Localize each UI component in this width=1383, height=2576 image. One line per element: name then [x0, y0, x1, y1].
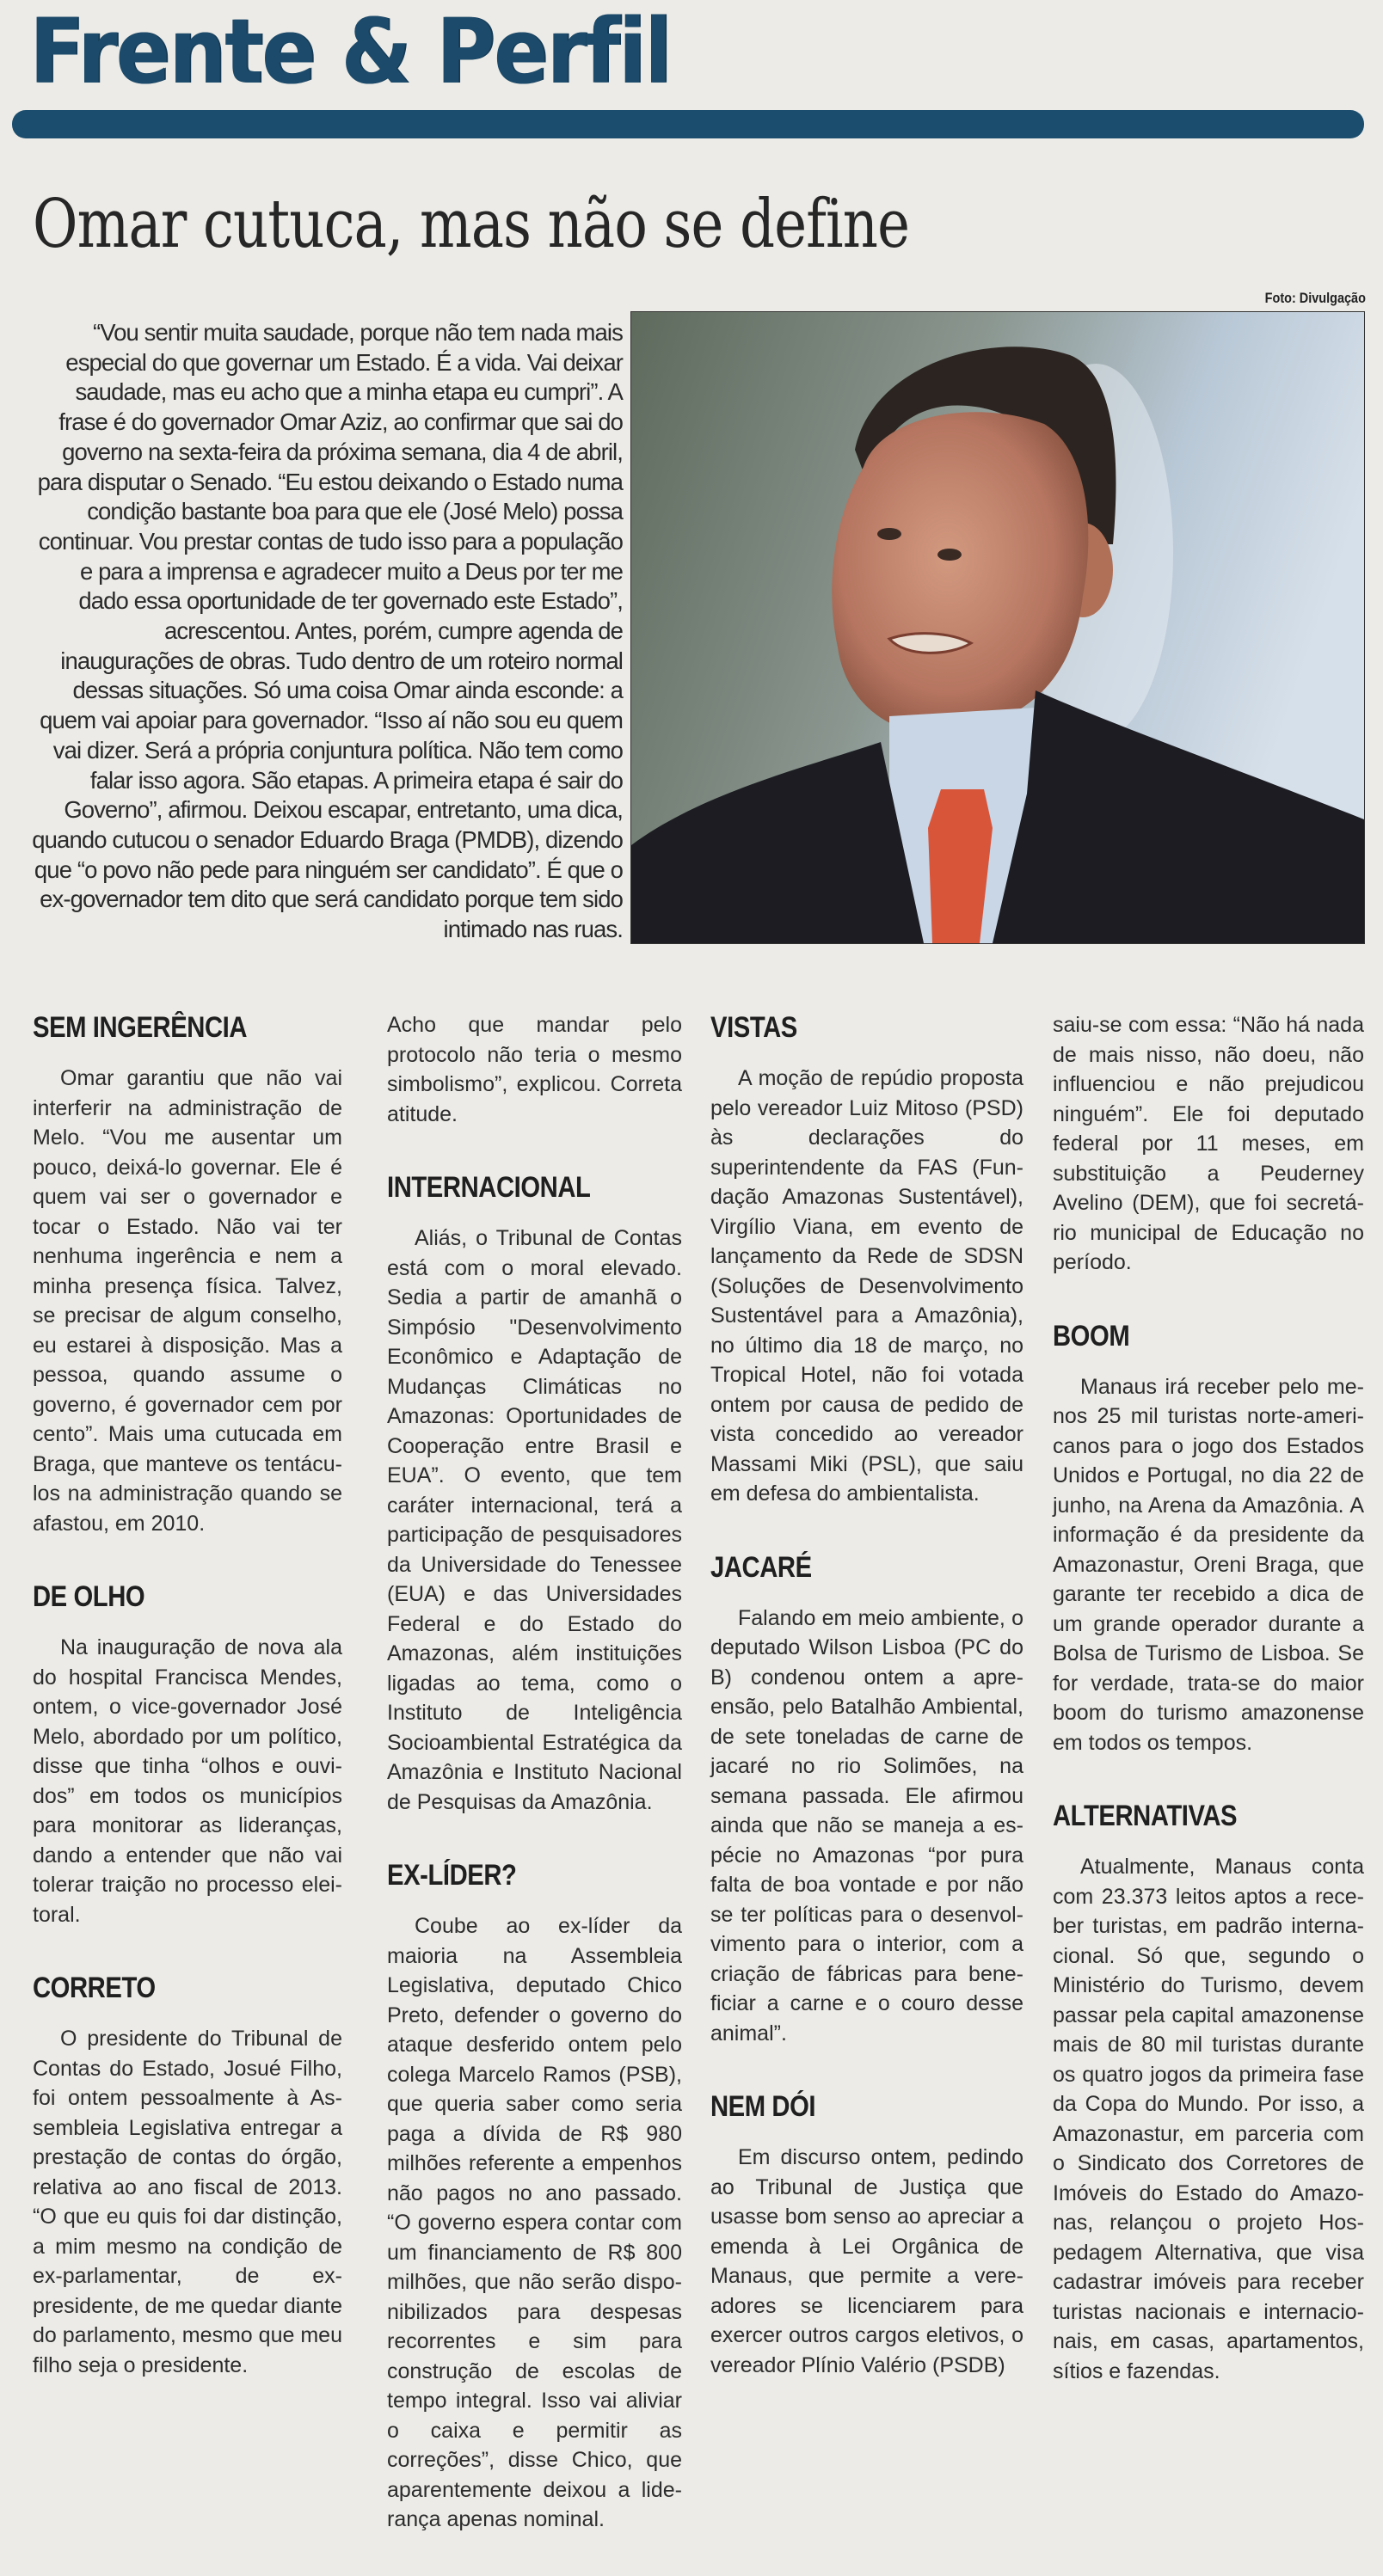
column-section	[387, 1010, 682, 1129]
section-text: Aliás, o Tribunal de Contas está com o moral elevado. Sedia a partir de amanhã o Simpósio "Desenvolvimento Econômico e Adaptação de Mudanças Climáticas no Amazonas: Oportunidades de Cooperação entre Brasil e EUA”. O evento, que tem caráter internacional, terá a participação de pesquisadores da Universidade do Tenessee (EUA) e das Universidades Federal e do Estado do Amazonas, além instituições ligadas ao tema, como o Instituto de Inteligência Socioambiental Estratégica da Amazônia e Instituto Nacional de Pesquisas da Amazônia.	[387, 1226, 682, 1814]
section-text: Manaus irá receber pelo menos 25 mil turistas norte-americanos para o jogo dos Estados Unidos e Portugal, no dia 22 de junho, na Arena da Amazônia. A informação é da presidente da Amazonastur, Oreni Braga, que garante ter recebido a dica de um grande operador durante a Bolsa de Turismo de Lisboa. Se for verdade, trata-se do maior boom do turismo amazonense em todos os tempos.	[1053, 1374, 1364, 1755]
section-heading: ALTERNATIVAS	[1053, 1800, 1238, 1832]
section-heading: INTERNACIONAL	[387, 1171, 591, 1204]
column-section	[387, 1858, 682, 2535]
section-text: Falando em meio ambiente, o deputado Wilson Lisboa (PC do B) condenou ontem a apreensão, pelo Batalhão Ambiental, de sete toneladas de carne de jacaré no rio Solimões, na semana passada. Ele afirmou ainda que não se maneja a espécie no Amazonas “por pura falta de boa vontade e por não se ter políticas para o desenvolvimento para o interior, com a criação de fábricas para beneficiar a carne e o couro desse animal”.	[710, 1605, 1023, 2045]
section-heading: SEM INGERÊNCIA	[33, 1011, 248, 1044]
section-heading: CORRETO	[33, 1972, 156, 2004]
section-text: Omar garantiu que não vai interferir na administração de Melo. “Vou me ausentar um pouco, deixá-lo governar. Ele é quem vai ser o governador e tocar o Estado. Não vai ter nenhuma ingerência e nem a minha presença física. Talvez, se precisar de algum conselho, eu estarei à disposição. Mas a pessoa, quando assume o governo, é governador cem por cento”. Mais uma cutucada em Braga, que manteve os tentáculos na administração quando se afastou, em 2010.	[33, 1066, 342, 1536]
section-bar	[12, 110, 1364, 138]
section-text: A moção de repúdio proposta pelo vereador Luiz Mitoso (PSD) às declarações do superintendente da FAS (Fundação Amazonas Sustentável), Virgílio Viana, em evento de lançamento da Rede de SDSN (Soluções de Desenvolvimento Sustentável para a Amazônia), no último dia 18 de março, no Tropical Hotel, não foi votada ontem por causa de pedido de vista concedido ao vereador Massami Miki (PSL), que saiu em defesa do ambientalista.	[710, 1066, 1023, 1506]
column-section	[1053, 1799, 1364, 2386]
section-heading: NEM DÓI	[710, 2090, 816, 2123]
column-section	[710, 1550, 1023, 2049]
section-text: Atualmente, Manaus conta com 23.373 leitos aptos a receber turistas, em padrão internacional. Só que, segundo o Ministério do Turismo, devem passar pela capital amazonense mais de 80 mil turistas durante os quatro jogos da primeira fase da Copa do Mundo. Por isso, a Amazonastur, em parceria com o Sindicato dos Corretores de Imóveis do Estado do Amazonas, relançou o projeto Hospedagem Alternativa, que visa cadastrar imóveis para receber turistas nacionais e internacionais, em casas, apartamentos, sítios e fazendas.	[1053, 1855, 1364, 2383]
continued-text: Acho que mandar pelo protocolo não teria o mesmo simbolismo”, explicou. Correta atitude.	[387, 1013, 682, 1126]
section-text: Coube ao ex-líder da maioria na Assembleia Legislativa, deputado Chico Preto, defender o governo do ataque desferido ontem pelo colega Marcelo Ramos (PSB), que queria saber como seria paga a dívida de R$ 980 milhões referente a empenhos não pagos no ano passado. “O governo espera contar com um financiamento de R$ 800 milhões, que não serão disponibilizados para despesas recorrentes e sim para construção de escolas de tempo integral. Isso vai aliviar o caixa e permitir as correções”, disse Chico, que aparentemente deixou a liderança apenas nominal.	[387, 1914, 682, 2531]
section-text: O presidente do Tribunal de Contas do Estado, Josué Filho, foi ontem pessoalmente à Assembleia Legislativa entregar a prestação de contas do órgão, relativa ao ano fiscal de 2013. “O que eu quis foi dar distinção, a mim mesmo na condição de ex-parlamentar, de ex-presidente, de me quedar diante do parlamento, mesmo que meu filho seja o presidente.	[33, 2027, 342, 2377]
column-1	[33, 1010, 342, 2421]
column-section	[33, 1010, 342, 1538]
lead-paragraph: “Vou sentir muita saudade, porque não tem nada mais especial do que governar um Estado. É a vida. Vai deixar saudade, mas eu acho que a minha etapa eu cumpri”. A frase é do governador Omar Aziz, ao confirmar que sai do governo na sexta-feira da próxima semana, dia 4 de abril, para disputar o Senado. “Eu estou deixando o Estado numa condição bastante boa para que ele (José Melo) possa continuar. Vou prestar contas de tudo isso para a população e para a imprensa e agradecer muito a Deus por ter me dado essa oportunidade de ter governado este Estado”, acrescentou. Antes, porém, cumpre agenda de inaugurações de obras. Tudo dentro de um roteiro normal dessas situações. Só uma coisa Omar ainda esconde: a quem vai apoiar para governador. “Isso aí não sou eu quem vai dizer. Será a própria conjuntura política. Não tem como falar isso agora. São etapas. A primeira etapa é sair do Governo”, afirmou. Deixou escapar, entretanto, uma dica, quando cutucou o senador Eduardo Braga (PMDB), dizendo que “o povo não pede para ninguém ser candidato”. É que o ex-governador tem dito que será candidato porque tem sido intimado nas ruas.	[32, 319, 623, 943]
section-title: Frente & Perfil	[29, 0, 671, 104]
continued-text: saiu-se com essa: “Não há nada de mais nisso, não doeu, não influenciou e não prejudicou ninguém”. Ele foi deputado federal por 11 meses, em substituição a Peuderney Avelino (DEM), que foi secretário municipal de Educação no período.	[1053, 1013, 1364, 1274]
column-2	[387, 1010, 682, 2576]
column-4	[1053, 1010, 1364, 2427]
section-heading: JACARÉ	[710, 1550, 812, 1584]
column-section	[33, 1971, 342, 2380]
section-heading: DE OLHO	[33, 1580, 145, 1613]
column-section	[710, 2089, 1023, 2380]
column-section	[387, 1170, 682, 1817]
photo-credit: Foto: Divulgação	[1264, 290, 1366, 306]
section-heading: EX-LÍDER?	[387, 1859, 517, 1892]
column-section	[1053, 1010, 1364, 1278]
column-3	[710, 1010, 1023, 2421]
section-heading: BOOM	[1053, 1319, 1130, 1352]
portrait-illustration	[631, 312, 1364, 943]
section-text: Na inauguração de nova ala do hospital Francisca Mendes, ontem, o vice-governador José Melo, abordado por um político, disse que tinha “olhos e ouvidos” em todos os municípios para monitorar as lideranças, dando a entender que não vai tolerar traição no processo eleitoral.	[33, 1635, 342, 1927]
section-text: Em discurso ontem, pedindo ao Tribunal de Justiça que usasse bom senso ao apreciar a emenda à Lei Orgânica de Manaus, que permite a vereadores se licenciarem para exercer outros cargos eletivos, o vereador Plínio Valério (PSDB)	[710, 2145, 1023, 2377]
portrait-photo	[630, 311, 1365, 944]
column-section	[710, 1010, 1023, 1509]
bleed-through-texture	[370, 939, 611, 1008]
column-section	[33, 1579, 342, 1929]
column-section	[1053, 1319, 1364, 1758]
section-heading: VISTAS	[710, 1011, 797, 1044]
headline: Omar cutuca, mas não se define	[33, 186, 910, 263]
